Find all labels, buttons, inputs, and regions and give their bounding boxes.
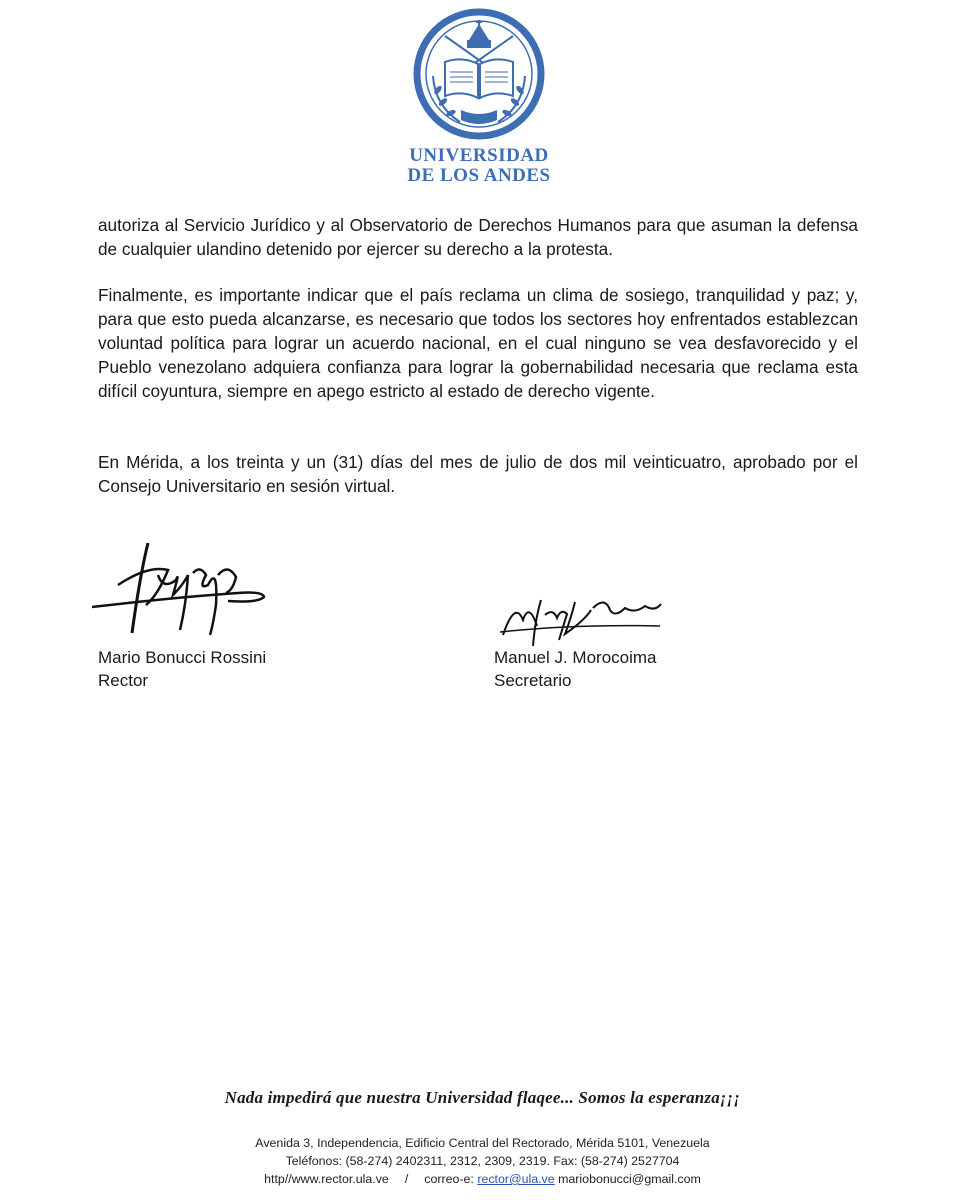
paragraph-legal-defense: autoriza al Servicio Jurídico y al Observatorio de Derechos Humanos para que asuman la defensa de cualquier ulandino detenido por ejercer su derecho a la protesta. bbox=[98, 215, 858, 259]
signer-title: Rector bbox=[98, 671, 149, 690]
signer-title: Secretario bbox=[494, 671, 572, 690]
logo-title-line1: UNIVERSIDAD bbox=[409, 145, 549, 166]
email-link-rector[interactable]: rector@ula.ve bbox=[477, 1172, 555, 1186]
signer-name: Mario Bonucci Rossini bbox=[98, 648, 267, 667]
email-link-personal[interactable]: mariobonucci@gmail.com bbox=[558, 1172, 701, 1186]
footer-address: Avenida 3, Independencia, Edificio Central del Rectorado, Mérida 5101, Venezuela bbox=[255, 1136, 710, 1150]
footer-contact bbox=[0, 1170, 965, 1188]
website-link[interactable]: http//www.rector.ula.ve bbox=[264, 1172, 389, 1186]
paragraph-national-agreement: Finalmente, es importante indicar que el país reclama un clima de sosiego, tranquilidad y paz; y, para que esto pueda alcanzarse, es necesario que todos los sectores hoy enfrentados establezcan voluntad política para lograr un acuerdo nacional, en el cual ninguno se vea desfavorecido y el Pueblo venezolano adquiera confianza para lograr la gobernabilidad necesaria que reclama esta difícil coyuntura, siempre en apego estricto al estado de derecho vigente. bbox=[98, 285, 858, 401]
footer-phones: Teléfonos: (58-274) 2402311, 2312, 2309, 2319. Fax: (58-274) 2527704 bbox=[285, 1154, 680, 1168]
logo-title-line2: DE LOS ANDES bbox=[407, 165, 551, 186]
university-logo bbox=[405, 6, 553, 186]
university-seal-icon bbox=[405, 6, 553, 146]
signer-secretary bbox=[494, 646, 657, 692]
footer-motto: Nada impedirá que nuestra Universidad flaqee... Somos la esperanza¡¡¡ bbox=[224, 1088, 741, 1107]
signer-rector bbox=[98, 646, 266, 692]
email-label: correo-e: bbox=[424, 1172, 474, 1186]
signer-name: Manuel J. Morocoima bbox=[494, 648, 657, 667]
rector-signature bbox=[88, 535, 268, 640]
paragraph-date-approval: En Mérida, a los treinta y un (31) días del mes de julio de dos mil veinticuatro, aprobado por el Consejo Universitario en sesión virtual. bbox=[98, 452, 858, 496]
secretary-signature bbox=[495, 590, 665, 650]
footer-separator: / bbox=[404, 1172, 409, 1186]
